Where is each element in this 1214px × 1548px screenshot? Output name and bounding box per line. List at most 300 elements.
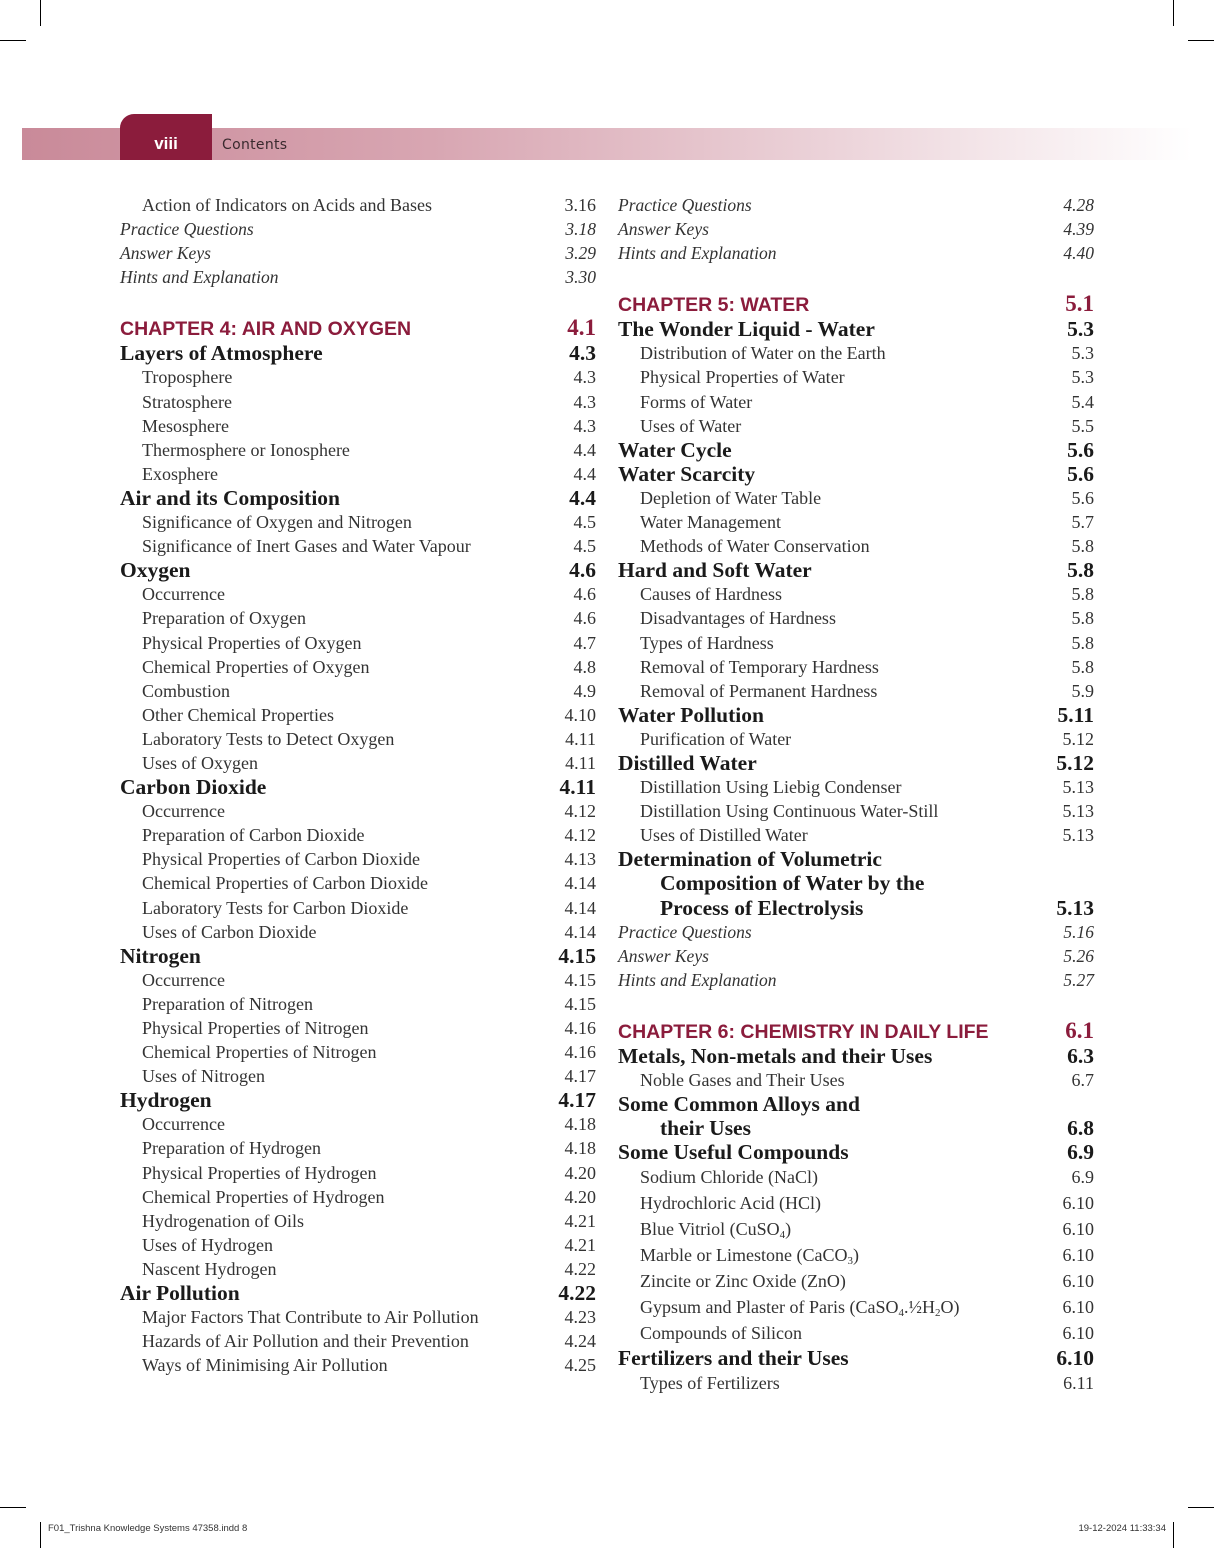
toc-entry[interactable] <box>618 920 1094 944</box>
toc-entry-page: 4.16 <box>564 1018 596 1038</box>
toc-entry-page: 4.13 <box>564 849 596 870</box>
toc-entry[interactable] <box>120 727 596 751</box>
toc-entry-page: 5.27 <box>1063 969 1094 990</box>
toc-entry-page: 6.10 <box>1062 1219 1094 1240</box>
toc-entry-page: 6.10 <box>1062 1271 1094 1292</box>
toc-entry-title: Practice Questions <box>120 219 254 240</box>
toc-entry-title: Nascent Hydrogen <box>142 1258 277 1279</box>
toc-entry[interactable] <box>618 775 1094 799</box>
toc-entry-page: 5.8 <box>1071 632 1094 653</box>
toc-entry-title: Purification of Water <box>640 728 792 749</box>
footer-timestamp: 19-12-2024 11:33:34 <box>1078 1523 1166 1534</box>
toc-entry-title: Some Common Alloys and <box>618 1092 860 1117</box>
toc-entry-title: Action of Indicators on Acids and Bases <box>142 195 432 215</box>
toc-entry-page: 6.10 <box>1056 1346 1094 1371</box>
toc-entry[interactable] <box>618 606 1094 630</box>
toc-entry-page: 4.25 <box>564 1355 596 1376</box>
toc-entry-page: 4.3 <box>569 341 596 366</box>
toc-entry-title: Thermosphere or Ionosphere <box>142 439 350 460</box>
toc-entry-title: Physical Properties of Water <box>640 367 845 388</box>
toc-entry-title: Combustion <box>142 680 231 701</box>
toc-entry-title: Ways of Minimising Air Pollution <box>142 1355 388 1376</box>
section-gap <box>618 265 1094 291</box>
toc-entry-title: Significance of Inert Gases and Water Vapour <box>142 536 471 557</box>
toc-entry-page: 5.12 <box>1062 728 1094 749</box>
toc-section-entry[interactable] <box>120 775 596 799</box>
toc-entry[interactable] <box>618 486 1094 510</box>
toc-entry[interactable] <box>120 679 596 703</box>
toc-entry-page: 6.10 <box>1062 1245 1094 1266</box>
toc-entry-title: Chemical Properties of Oxygen <box>142 656 370 677</box>
toc-entry-page: 4.15 <box>564 969 596 990</box>
toc-entry[interactable] <box>120 438 596 462</box>
toc-entry-title: CHAPTER 5: WATER <box>618 294 810 317</box>
toc-entry-page: 4.12 <box>564 801 596 822</box>
toc-entry[interactable] <box>120 1016 596 1040</box>
toc-entry-page: 4.9 <box>573 680 596 701</box>
toc-entry-title: Types of Hardness <box>640 632 774 653</box>
toc-entry[interactable] <box>120 1112 596 1136</box>
toc-entry-title: Physical Properties of Nitrogen <box>142 1018 369 1038</box>
toc-entry-page: 4.5 <box>573 512 596 533</box>
toc-entry[interactable] <box>618 341 1094 365</box>
toc-entry[interactable] <box>120 799 596 823</box>
toc-entry-page: 6.9 <box>1071 1167 1094 1188</box>
toc-entry-page: 4.12 <box>564 825 596 846</box>
toc-entry[interactable] <box>120 1064 596 1088</box>
toc-entry[interactable] <box>120 1185 596 1209</box>
toc-entry-page: 4.15 <box>564 993 596 1014</box>
toc-entry-page: 4.11 <box>565 728 596 749</box>
toc-entry-page: 5.13 <box>1062 801 1094 822</box>
toc-entry-page: 4.17 <box>564 1066 596 1087</box>
toc-entry-page: 3.30 <box>565 267 596 288</box>
toc-entry[interactable] <box>120 703 596 727</box>
toc-entry-title: Distilled Water <box>618 750 757 775</box>
toc-entry-page: 5.13 <box>1062 777 1094 798</box>
toc-entry-page: 4.21 <box>564 1210 596 1231</box>
running-header-title: Contents <box>222 137 288 153</box>
toc-entry-title: The Wonder Liquid - Water <box>618 317 875 342</box>
toc-entry[interactable] <box>120 265 596 289</box>
toc-entry-title: Occurrence <box>142 1114 225 1135</box>
toc-entry-page: 5.16 <box>1063 921 1094 942</box>
toc-entry-title: Mesosphere <box>142 415 229 436</box>
toc-entry-page: 4.4 <box>573 439 596 460</box>
toc-entry[interactable] <box>618 1268 1094 1294</box>
toc-entry[interactable] <box>120 751 596 775</box>
toc-entry-page: 5.13 <box>1056 895 1094 920</box>
toc-entry[interactable] <box>120 1305 596 1329</box>
toc-entry[interactable] <box>618 799 1094 823</box>
crop-mark <box>1173 0 1174 26</box>
toc-entry-title: Hints and Explanation <box>120 267 279 288</box>
toc-entry-title: Uses of Oxygen <box>142 752 258 773</box>
toc-entry-page: 4.14 <box>564 921 596 942</box>
toc-entry-title: Determination of Volumetric <box>618 847 882 872</box>
toc-entry-title: CHAPTER 4: AIR AND OXYGEN <box>120 318 412 341</box>
toc-entry-page: 4.18 <box>564 1114 596 1135</box>
toc-entry-page: 5.8 <box>1067 558 1094 583</box>
toc-right-column <box>618 193 1094 1396</box>
toc-section-entry[interactable] <box>120 944 596 968</box>
toc-entry[interactable] <box>618 534 1094 558</box>
toc-entry-page: 5.8 <box>1071 608 1094 629</box>
toc-entry[interactable] <box>120 1329 596 1353</box>
toc-chapter-entry[interactable] <box>618 291 1094 317</box>
toc-section-entry[interactable] <box>618 317 1094 341</box>
toc-entry-title: Practice Questions <box>618 921 752 942</box>
crop-mark <box>40 1522 41 1548</box>
toc-entry-page: 4.3 <box>573 391 596 412</box>
toc-entry-title: Oxygen <box>120 558 191 583</box>
toc-section-entry[interactable] <box>618 896 1094 920</box>
toc-entry-page: 5.3 <box>1071 367 1094 388</box>
toc-entry-page: 4.20 <box>564 1162 596 1183</box>
toc-entry[interactable] <box>618 414 1094 438</box>
toc-entry-page: 4.11 <box>559 775 596 800</box>
toc-entry-title: Laboratory Tests to Detect Oxygen <box>142 728 395 749</box>
toc-entry-page: 5.12 <box>1056 750 1094 775</box>
toc-entry-page: 4.18 <box>564 1138 596 1159</box>
toc-section-entry[interactable] <box>618 1140 1094 1164</box>
toc-entry-title: Preparation of Carbon Dioxide <box>142 825 365 846</box>
toc-entry-title: Sodium Chloride (NaCl) <box>640 1167 818 1188</box>
toc-entry-page: 6.11 <box>1063 1373 1094 1394</box>
toc-section-entry[interactable] <box>618 1346 1094 1370</box>
toc-entry-title: Chemical Properties of Carbon Dioxide <box>142 873 428 894</box>
toc-entry-title: Exosphere <box>142 463 218 484</box>
toc-entry-page: 6.10 <box>1062 1193 1094 1214</box>
toc-entry[interactable] <box>120 414 596 438</box>
toc-entry[interactable] <box>120 510 596 534</box>
toc-entry-title: Physical Properties of Oxygen <box>142 632 362 653</box>
toc-entry-title: Zincite or Zinc Oxide (ZnO) <box>640 1271 846 1292</box>
toc-entry[interactable] <box>120 1209 596 1233</box>
toc-entry-title: Answer Keys <box>618 219 709 240</box>
page-number: viii <box>154 134 178 153</box>
toc-entry-title: Physical Properties of Hydrogen <box>142 1162 377 1183</box>
toc-entry-page: 4.8 <box>573 656 596 677</box>
toc-entry-title: Layers of Atmosphere <box>120 341 323 366</box>
toc-entry-page: 4.4 <box>573 463 596 484</box>
crop-mark <box>0 1507 26 1508</box>
toc-entry-title: Uses of Carbon Dioxide <box>142 921 317 942</box>
toc-entry-title: Stratosphere <box>142 391 232 412</box>
toc-entry-page: 5.13 <box>1062 825 1094 846</box>
toc-entry-page: 4.6 <box>573 584 596 605</box>
toc-entry-title: Air and its Composition <box>120 485 341 510</box>
toc-entry-page: 5.6 <box>1067 461 1094 486</box>
toc-entry[interactable] <box>120 823 596 847</box>
toc-entry-page: 4.3 <box>573 415 596 436</box>
crop-mark <box>1188 1507 1214 1508</box>
toc-entry[interactable] <box>618 241 1094 265</box>
toc-entry-page: 4.4 <box>569 485 596 510</box>
toc-entry-title: Some Useful Compounds <box>618 1140 849 1165</box>
toc-entry-title: Preparation of Oxygen <box>142 608 306 629</box>
toc-entry-title: Removal of Temporary Hardness <box>640 656 879 677</box>
toc-entry-page: 4.5 <box>573 536 596 557</box>
toc-entry[interactable] <box>120 896 596 920</box>
toc-section-entry[interactable] <box>618 1044 1094 1068</box>
toc-entry[interactable] <box>120 217 596 241</box>
toc-entry-title: Occurrence <box>142 969 225 990</box>
toc-entry-title: Uses of Hydrogen <box>142 1234 273 1255</box>
toc-entry[interactable] <box>120 631 596 655</box>
toc-section-entry[interactable] <box>120 341 596 365</box>
toc-entry-title: Water Cycle <box>618 437 732 462</box>
toc-chapter-entry[interactable] <box>618 1018 1094 1044</box>
toc-entry[interactable] <box>120 390 596 414</box>
toc-entry-page: 5.11 <box>1057 702 1094 727</box>
toc-entry-title: Forms of Water <box>640 391 753 412</box>
toc-entry[interactable] <box>120 241 596 265</box>
toc-entry-title: Occurrence <box>142 584 225 605</box>
toc-entry[interactable] <box>120 462 596 486</box>
toc-entry[interactable] <box>618 365 1094 389</box>
toc-entry-page: 5.9 <box>1071 680 1094 701</box>
toc-entry-title: Hints and Explanation <box>618 969 777 990</box>
toc-entry[interactable] <box>120 992 596 1016</box>
toc-entry-page: 5.4 <box>1071 391 1094 412</box>
toc-entry-title: Removal of Permanent Hardness <box>640 680 878 701</box>
toc-entry[interactable] <box>618 390 1094 414</box>
toc-entry[interactable] <box>618 679 1094 703</box>
toc-entry[interactable] <box>618 510 1094 534</box>
toc-entry-page: 4.10 <box>564 704 596 725</box>
toc-entry[interactable] <box>120 193 596 217</box>
toc-section-entry[interactable] <box>618 462 1094 486</box>
section-gap <box>618 992 1094 1018</box>
toc-entry-page: 4.14 <box>564 873 596 894</box>
toc-entry[interactable] <box>618 944 1094 968</box>
toc-entry-title: Occurrence <box>142 801 225 822</box>
toc-entry[interactable] <box>120 655 596 679</box>
toc-entry-title: Troposphere <box>142 367 233 388</box>
toc-entry-page: 5.6 <box>1071 487 1094 508</box>
toc-entry-title: Major Factors That Contribute to Air Pollution <box>142 1307 479 1328</box>
toc-entry-title: CHAPTER 6: CHEMISTRY IN DAILY LIFE <box>618 1020 989 1043</box>
toc-entry-page: 3.16 <box>564 195 596 215</box>
toc-entry-title: Blue Vitriol (CuSO$_4$) <box>640 1219 792 1242</box>
toc-entry-title: Hydrogen <box>120 1088 212 1113</box>
toc-entry-page: 4.6 <box>573 608 596 629</box>
toc-entry-page: 6.3 <box>1067 1043 1094 1068</box>
toc-entry-title: Uses of Distilled Water <box>640 825 808 846</box>
toc-entry-title: Process of Electrolysis <box>660 895 864 920</box>
toc-entry-title: Fertilizers and their Uses <box>618 1346 849 1371</box>
toc-section-entry[interactable] <box>120 1088 596 1112</box>
toc-entry[interactable] <box>618 1370 1094 1396</box>
toc-entry[interactable] <box>618 1294 1094 1320</box>
toc-entry-page: 4.15 <box>558 943 596 968</box>
toc-entry-title: Distillation Using Liebig Condenser <box>640 777 902 798</box>
toc-entry-page: 5.8 <box>1071 656 1094 677</box>
toc-entry[interactable] <box>618 582 1094 606</box>
toc-entry[interactable] <box>120 1136 596 1160</box>
toc-entry-page: 6.8 <box>1067 1116 1094 1141</box>
toc-entry-title: Physical Properties of Carbon Dioxide <box>142 849 420 870</box>
toc-entry-title: their Uses <box>660 1116 751 1141</box>
toc-entry-title: Hard and Soft Water <box>618 558 812 583</box>
toc-entry-page: 5.8 <box>1071 536 1094 557</box>
toc-entry[interactable] <box>618 823 1094 847</box>
toc-entry-title: Metals, Non-metals and their Uses <box>618 1043 933 1068</box>
toc-entry-title: Practice Questions <box>618 195 752 215</box>
toc-entry-page: 4.28 <box>1063 195 1094 215</box>
toc-entry[interactable] <box>120 582 596 606</box>
toc-entry-page: 4.39 <box>1063 219 1094 240</box>
toc-entry-page: 6.10 <box>1062 1297 1094 1318</box>
toc-entry-page: 6.1 <box>1065 1017 1094 1043</box>
toc-entry-page: 4.23 <box>564 1307 596 1328</box>
toc-entry[interactable] <box>618 1242 1094 1268</box>
toc-entry[interactable] <box>618 1190 1094 1216</box>
toc-entry-page: 5.1 <box>1065 291 1094 317</box>
toc-left-column <box>120 193 596 1377</box>
toc-entry-title: Uses of Nitrogen <box>142 1066 265 1087</box>
toc-entry-page: 6.10 <box>1062 1323 1094 1344</box>
toc-entry-title: Water Pollution <box>618 702 764 727</box>
toc-entry-title: Nitrogen <box>120 943 201 968</box>
toc-entry-title: Compounds of Silicon <box>640 1323 803 1344</box>
toc-entry-page: 4.40 <box>1063 243 1094 264</box>
toc-entry-page: 4.7 <box>573 632 596 653</box>
toc-entry-page: 5.5 <box>1071 415 1094 436</box>
toc-section-entry[interactable] <box>618 751 1094 775</box>
toc-entry-page: 4.14 <box>564 897 596 918</box>
toc-section-entry[interactable] <box>618 558 1094 582</box>
toc-entry-title: Uses of Water <box>640 415 742 436</box>
section-gap <box>120 289 596 315</box>
toc-entry[interactable] <box>120 847 596 871</box>
toc-entry[interactable] <box>120 1040 596 1064</box>
toc-entry-title: Composition of Water by the <box>660 871 925 896</box>
toc-entry-page: 4.6 <box>569 558 596 583</box>
toc-entry-title: Hazards of Air Pollution and their Prevention <box>142 1331 469 1352</box>
toc-entry-page: 5.26 <box>1063 945 1094 966</box>
crop-mark <box>1188 40 1214 41</box>
toc-entry-page: 4.22 <box>564 1258 596 1279</box>
toc-entry-title: Gypsum and Plaster of Paris $(CaSO_4.\frac{1}{2}H_2O)$ <box>640 1297 960 1320</box>
crop-mark <box>1173 1522 1174 1548</box>
toc-entry-page: 4.17 <box>558 1088 596 1113</box>
crop-mark <box>40 0 41 26</box>
toc-entry-page: 3.29 <box>565 243 596 264</box>
toc-entry-title: Noble Gases and Their Uses <box>640 1070 845 1090</box>
toc-entry[interactable] <box>120 1257 596 1281</box>
toc-entry-page: 4.22 <box>558 1281 596 1306</box>
toc-entry-title: Other Chemical Properties <box>142 704 334 725</box>
toc-entry-page: 4.1 <box>567 315 596 341</box>
toc-entry-title: Answer Keys <box>618 945 709 966</box>
toc-entry-title: Marble or Limestone (CaCO$_3$) <box>640 1245 859 1268</box>
toc-entry[interactable] <box>618 631 1094 655</box>
toc-entry-page: 5.6 <box>1067 437 1094 462</box>
toc-entry-page: 6.7 <box>1071 1070 1094 1090</box>
toc-entry-title: Hydrogenation of Oils <box>142 1210 304 1231</box>
toc-chapter-entry[interactable] <box>120 315 596 341</box>
toc-entry[interactable] <box>618 1068 1094 1092</box>
toc-section-entry[interactable] <box>618 1092 1094 1116</box>
toc-entry-page: 5.7 <box>1071 512 1094 533</box>
toc-entry-title: Hydrochloric Acid (HCl) <box>640 1193 821 1214</box>
toc-entry[interactable] <box>618 1164 1094 1190</box>
toc-entry-title: Hints and Explanation <box>618 243 777 264</box>
toc-entry[interactable] <box>618 655 1094 679</box>
toc-entry[interactable] <box>618 217 1094 241</box>
toc-entry-title: Disadvantages of Hardness <box>640 608 836 629</box>
toc-entry-page: 4.16 <box>564 1042 596 1063</box>
toc-entry[interactable] <box>120 1161 596 1185</box>
toc-entry[interactable] <box>120 920 596 944</box>
toc-entry-title: Laboratory Tests for Carbon Dioxide <box>142 897 409 918</box>
toc-entry-title: Water Management <box>640 512 781 533</box>
toc-entry[interactable] <box>120 968 596 992</box>
toc-entry-title: Depletion of Water Table <box>640 487 822 508</box>
toc-entry-page: 3.18 <box>565 219 596 240</box>
toc-entry-title: Answer Keys <box>120 243 211 264</box>
toc-section-entry[interactable] <box>618 871 1094 895</box>
toc-entry-title: Carbon Dioxide <box>120 775 267 800</box>
toc-entry[interactable] <box>120 606 596 630</box>
footer-file-name: F01_Trishna Knowledge Systems 47358.indd 8 <box>48 1523 248 1534</box>
toc-entry-page: 6.9 <box>1067 1140 1094 1165</box>
toc-entry-title: Water Scarcity <box>618 461 756 486</box>
toc-entry-title: Chemical Properties of Hydrogen <box>142 1186 385 1207</box>
toc-entry[interactable] <box>618 727 1094 751</box>
crop-mark <box>0 40 26 41</box>
toc-entry-page: 5.3 <box>1071 343 1094 364</box>
toc-entry[interactable] <box>120 534 596 558</box>
toc-entry-page: 5.3 <box>1067 317 1094 342</box>
toc-entry-title: Distribution of Water on the Earth <box>640 343 886 364</box>
toc-entry-title: Preparation of Nitrogen <box>142 993 313 1014</box>
toc-entry[interactable] <box>618 193 1094 217</box>
toc-entry-title: Preparation of Hydrogen <box>142 1138 321 1159</box>
toc-entry-title: Distillation Using Continuous Water-Still <box>640 801 939 822</box>
toc-entry[interactable] <box>120 1353 596 1377</box>
toc-section-entry[interactable] <box>618 847 1094 871</box>
toc-entry-title: Air Pollution <box>120 1281 240 1306</box>
toc-entry-title: Methods of Water Conservation <box>640 536 870 557</box>
toc-entry[interactable] <box>120 1233 596 1257</box>
toc-entry-page: 5.8 <box>1071 584 1094 605</box>
toc-section-entry[interactable] <box>120 1281 596 1305</box>
toc-section-entry[interactable] <box>618 703 1094 727</box>
toc-entry[interactable] <box>618 1216 1094 1242</box>
toc-entry-title: Chemical Properties of Nitrogen <box>142 1042 377 1063</box>
toc-section-entry[interactable] <box>120 558 596 582</box>
toc-entry-page: 4.21 <box>564 1234 596 1255</box>
toc-entry-title: Significance of Oxygen and Nitrogen <box>142 512 412 533</box>
toc-entry-page: 4.20 <box>564 1186 596 1207</box>
toc-entry-title: Types of Fertilizers <box>640 1373 780 1394</box>
toc-entry-page: 4.11 <box>565 752 596 773</box>
toc-entry[interactable] <box>120 365 596 389</box>
page-number-tab <box>120 114 212 160</box>
toc-entry[interactable] <box>618 968 1094 992</box>
toc-entry-title: Causes of Hardness <box>640 584 782 605</box>
toc-entry-page: 4.24 <box>564 1331 596 1352</box>
toc-section-entry[interactable] <box>618 1116 1094 1140</box>
toc-entry[interactable] <box>618 1320 1094 1346</box>
toc-section-entry[interactable] <box>120 486 596 510</box>
toc-entry-page: 4.3 <box>573 367 596 388</box>
toc-entry[interactable] <box>120 871 596 895</box>
toc-section-entry[interactable] <box>618 438 1094 462</box>
